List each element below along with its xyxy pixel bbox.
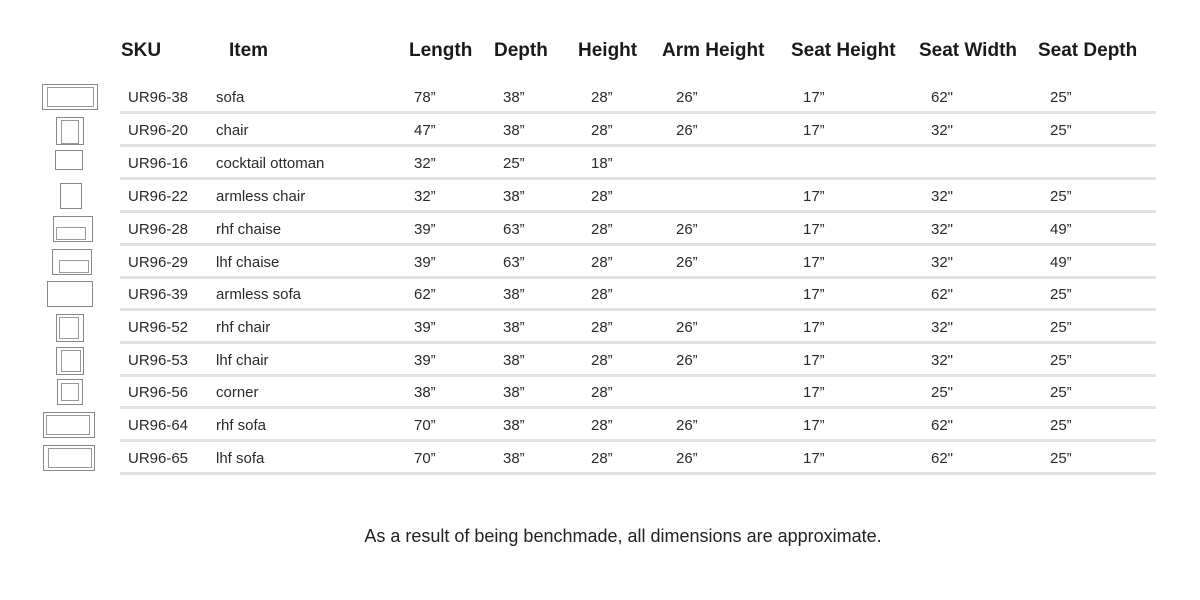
cell-seat-depth: 25” xyxy=(1050,417,1072,434)
table-row xyxy=(0,312,1200,344)
cell-depth: 63” xyxy=(503,254,525,271)
cell-item: armless chair xyxy=(216,188,306,205)
cell-seat-depth: 49” xyxy=(1050,221,1072,238)
cell-arm-height: 26” xyxy=(676,122,698,139)
cell-arm-height: 26” xyxy=(676,450,698,467)
cell-item: lhf sofa xyxy=(216,450,265,467)
cell-item: rhf chaise xyxy=(216,221,282,238)
column-header-height: Height xyxy=(578,40,638,61)
cell-item: cocktail ottoman xyxy=(216,155,325,172)
cell-sku: UR96-65 xyxy=(128,450,189,467)
cell-height: 28” xyxy=(591,188,613,205)
column-header-seat-height: Seat Height xyxy=(791,40,896,61)
cell-arm-height: 26” xyxy=(676,89,698,106)
cell-arm-height: 26” xyxy=(676,352,698,369)
cell-item: rhf sofa xyxy=(216,417,267,434)
cell-seat-width: 32" xyxy=(931,122,954,139)
cell-item: chair xyxy=(216,122,249,139)
cell-seat-height: 17” xyxy=(803,384,825,401)
row-divider xyxy=(120,308,1156,311)
cell-length: 62” xyxy=(414,286,436,303)
table-row xyxy=(0,279,1200,311)
table-row xyxy=(0,377,1200,409)
cell-seat-width: 62" xyxy=(931,450,954,467)
cell-seat-width: 32" xyxy=(931,352,954,369)
cell-depth: 38” xyxy=(503,352,525,369)
cell-length: 32” xyxy=(414,188,436,205)
cell-seat-width: 25" xyxy=(931,384,954,401)
cell-depth: 38” xyxy=(503,188,525,205)
cell-height: 28” xyxy=(591,122,613,139)
cell-height: 18” xyxy=(591,155,613,172)
cell-item: sofa xyxy=(216,89,245,106)
cell-seat-depth: 25” xyxy=(1050,352,1072,369)
cell-height: 28” xyxy=(591,254,613,271)
column-header-length: Length xyxy=(409,40,473,61)
cell-height: 28” xyxy=(591,352,613,369)
cell-length: 70” xyxy=(414,450,436,467)
cell-seat-depth: 25” xyxy=(1050,319,1072,336)
table-row xyxy=(0,345,1200,377)
cell-seat-depth: 25” xyxy=(1050,89,1072,106)
lhf-chair-diagram-icon xyxy=(56,347,84,375)
cell-seat-width: 32" xyxy=(931,221,954,238)
cell-length: 70” xyxy=(414,417,436,434)
cell-seat-width: 62" xyxy=(931,89,954,106)
column-header-item: Item xyxy=(229,40,269,61)
table-row xyxy=(0,148,1200,180)
cell-seat-height: 17” xyxy=(803,122,825,139)
cell-depth: 38” xyxy=(503,384,525,401)
cell-height: 28” xyxy=(591,89,613,106)
cell-seat-height: 17” xyxy=(803,221,825,238)
sofa-diagram-icon xyxy=(42,84,98,110)
table-row xyxy=(0,247,1200,279)
cell-item: lhf chair xyxy=(216,352,269,369)
cell-item: armless sofa xyxy=(216,286,302,303)
chair-diagram-icon xyxy=(56,117,84,145)
row-divider xyxy=(120,243,1156,246)
cell-seat-height: 17” xyxy=(803,352,825,369)
cell-item: corner xyxy=(216,384,259,401)
rhf-chaise-diagram-icon xyxy=(53,216,93,242)
cell-sku: UR96-53 xyxy=(128,352,189,369)
table-row xyxy=(0,115,1200,147)
cell-seat-width: 32" xyxy=(931,319,954,336)
cell-length: 47” xyxy=(414,122,436,139)
row-divider xyxy=(120,341,1156,344)
cell-seat-height: 17” xyxy=(803,254,825,271)
cell-length: 38” xyxy=(414,384,436,401)
cell-sku: UR96-16 xyxy=(128,155,189,172)
cell-sku: UR96-39 xyxy=(128,286,189,303)
cell-seat-height: 17” xyxy=(803,188,825,205)
cell-length: 39” xyxy=(414,221,436,238)
row-divider xyxy=(120,210,1156,213)
row-divider xyxy=(120,406,1156,409)
cell-depth: 38” xyxy=(503,286,525,303)
cell-depth: 25” xyxy=(503,155,525,172)
cell-item: lhf chaise xyxy=(216,254,280,271)
cell-seat-width: 32" xyxy=(931,188,954,205)
table-row xyxy=(0,410,1200,442)
cell-arm-height: 26” xyxy=(676,417,698,434)
cell-seat-depth: 25” xyxy=(1050,188,1072,205)
table-row xyxy=(0,443,1200,475)
ottoman-diagram-icon xyxy=(55,150,83,170)
cell-seat-depth: 25” xyxy=(1050,384,1072,401)
cell-height: 28” xyxy=(591,319,613,336)
row-divider xyxy=(120,439,1156,442)
footnote: As a result of being benchmade, all dimensions are approximate. xyxy=(364,526,882,546)
cell-seat-depth: 25” xyxy=(1050,286,1072,303)
row-divider xyxy=(120,144,1156,147)
row-divider xyxy=(120,111,1156,114)
table-row xyxy=(0,82,1200,114)
cell-seat-depth: 25” xyxy=(1050,450,1072,467)
rhf-chair-diagram-icon xyxy=(56,314,84,342)
cell-height: 28” xyxy=(591,286,613,303)
cell-sku: UR96-28 xyxy=(128,221,189,238)
cell-sku: UR96-64 xyxy=(128,417,189,434)
cell-depth: 38” xyxy=(503,122,525,139)
table-header xyxy=(0,40,1200,68)
cell-sku: UR96-56 xyxy=(128,384,189,401)
row-divider xyxy=(120,177,1156,180)
armless-chair-diagram-icon xyxy=(60,183,82,209)
cell-seat-width: 62" xyxy=(931,286,954,303)
cell-arm-height: 26” xyxy=(676,319,698,336)
cell-arm-height: 26” xyxy=(676,254,698,271)
column-header-depth: Depth xyxy=(494,40,548,61)
cell-height: 28” xyxy=(591,384,613,401)
cell-depth: 38” xyxy=(503,319,525,336)
row-divider xyxy=(120,472,1156,475)
cell-sku: UR96-52 xyxy=(128,319,189,336)
table-row xyxy=(0,181,1200,213)
cell-depth: 38” xyxy=(503,450,525,467)
cell-depth: 38” xyxy=(503,417,525,434)
cell-length: 39” xyxy=(414,319,436,336)
cell-length: 39” xyxy=(414,254,436,271)
lhf-chaise-diagram-icon xyxy=(52,249,92,275)
corner-diagram-icon xyxy=(57,379,83,405)
cell-seat-depth: 49” xyxy=(1050,254,1072,271)
cell-seat-depth: 25” xyxy=(1050,122,1072,139)
rhf-sofa-diagram-icon xyxy=(43,412,95,438)
cell-height: 28” xyxy=(591,221,613,238)
cell-sku: UR96-38 xyxy=(128,89,189,106)
cell-seat-height: 17” xyxy=(803,89,825,106)
column-header-arm-height: Arm Height xyxy=(662,40,765,61)
column-header-seat-width: Seat Width xyxy=(919,40,1017,61)
cell-item: rhf chair xyxy=(216,319,271,336)
cell-sku: UR96-20 xyxy=(128,122,189,139)
cell-height: 28” xyxy=(591,417,613,434)
cell-height: 28” xyxy=(591,450,613,467)
cell-depth: 38” xyxy=(503,89,525,106)
cell-length: 32” xyxy=(414,155,436,172)
column-header-sku: SKU xyxy=(121,40,162,61)
cell-length: 39” xyxy=(414,352,436,369)
cell-seat-width: 32" xyxy=(931,254,954,271)
armless-sofa-diagram-icon xyxy=(47,281,93,307)
cell-sku: UR96-29 xyxy=(128,254,189,271)
table-row xyxy=(0,214,1200,246)
cell-seat-height: 17” xyxy=(803,286,825,303)
cell-length: 78” xyxy=(414,89,436,106)
cell-seat-height: 17” xyxy=(803,319,825,336)
lhf-sofa-diagram-icon xyxy=(43,445,95,471)
cell-seat-height: 17” xyxy=(803,450,825,467)
cell-depth: 63” xyxy=(503,221,525,238)
cell-arm-height: 26” xyxy=(676,221,698,238)
cell-seat-width: 62" xyxy=(931,417,954,434)
cell-seat-height: 17” xyxy=(803,417,825,434)
column-header-seat-depth: Seat Depth xyxy=(1038,40,1138,61)
cell-sku: UR96-22 xyxy=(128,188,189,205)
